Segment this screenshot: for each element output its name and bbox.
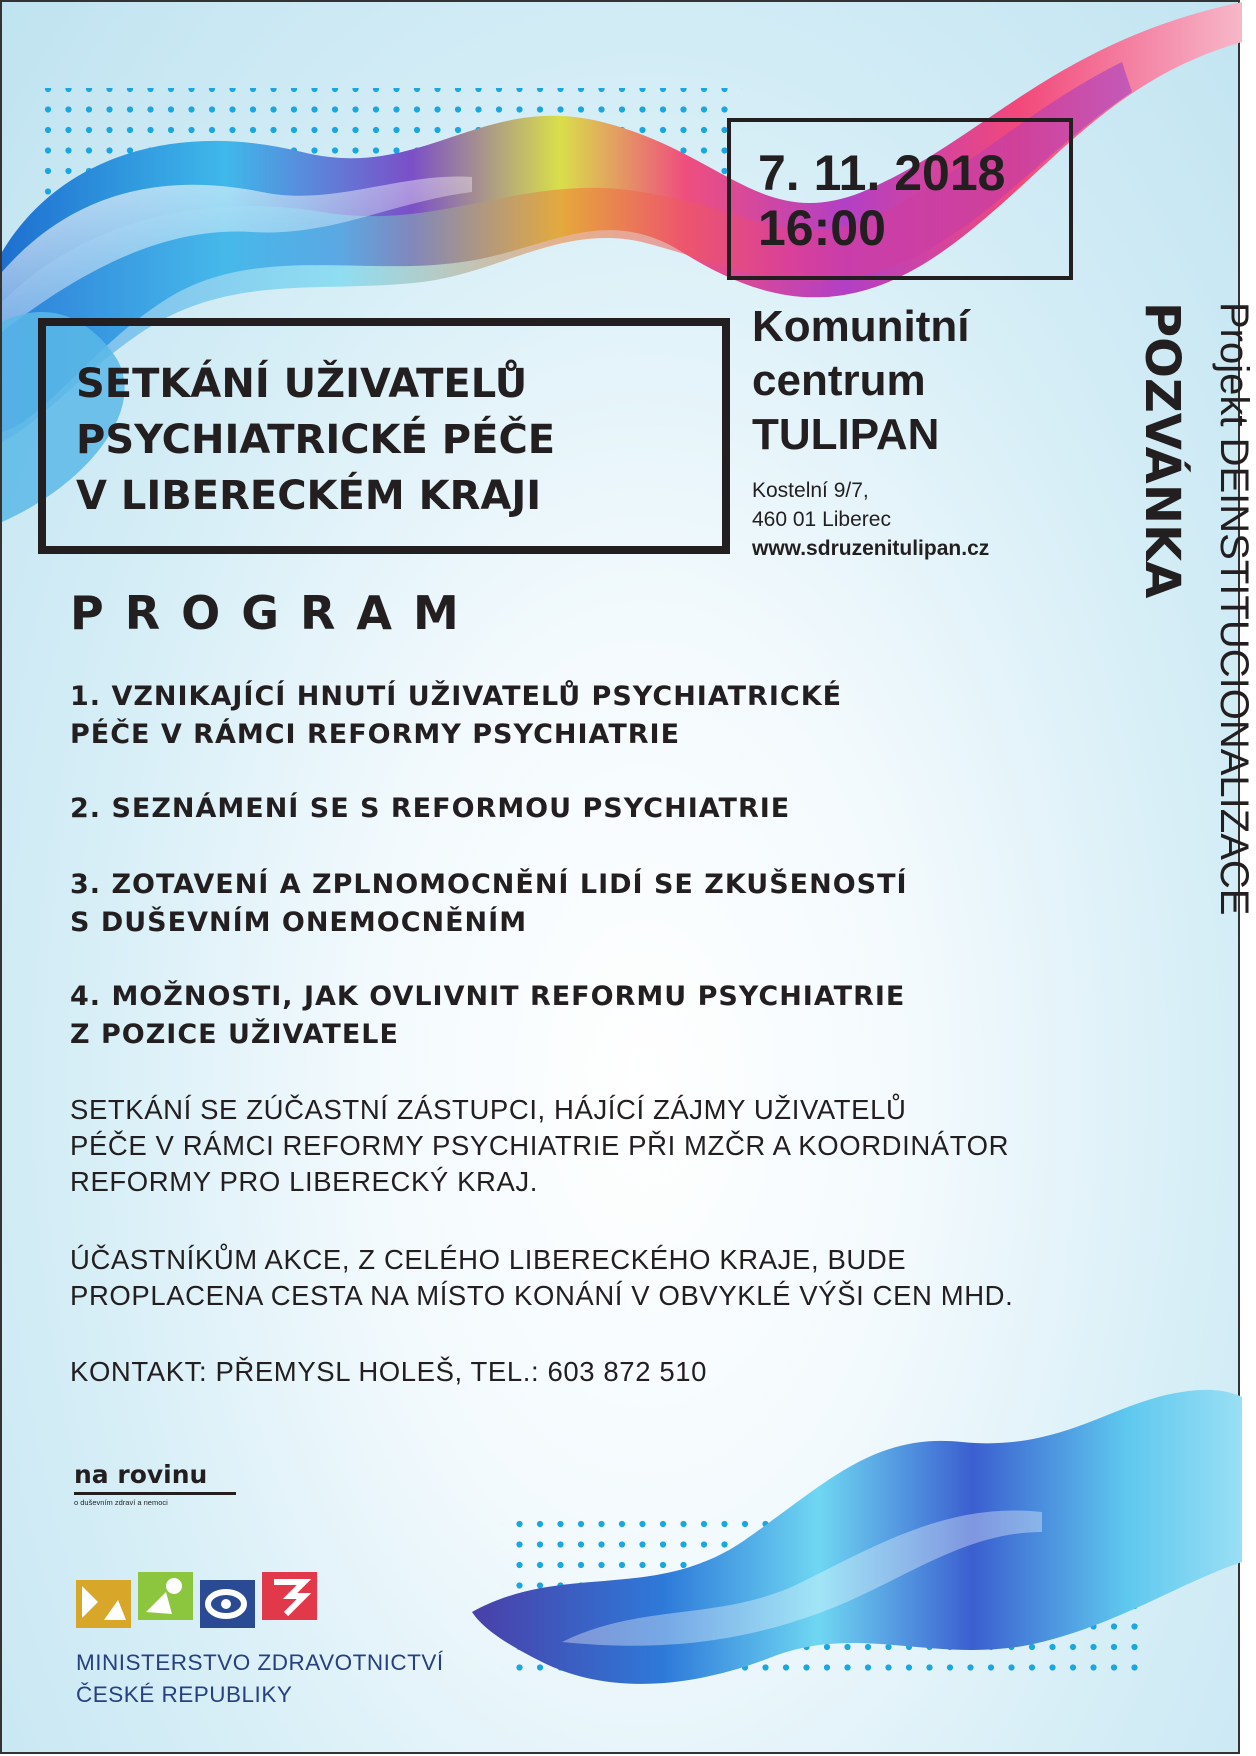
program-item-2 <box>70 790 790 828</box>
address-line-1: Kostelní 9/7, <box>752 479 869 502</box>
program-item-4-line-2: Z POZICE UŽIVATELE <box>70 1019 399 1050</box>
event-date: 7. 11. 2018 <box>758 145 1006 201</box>
title-line-1: SETKÁNÍ UŽIVATELŮ <box>76 361 528 407</box>
title-line-2: PSYCHIATRICKÉ PÉČE <box>76 417 556 463</box>
na-rovinu-wordmark: na rovinu <box>74 1460 208 1489</box>
ministry-name-line-2: ČESKÉ REPUBLIKY <box>76 1682 293 1707</box>
program-heading: PROGRAM <box>70 586 480 640</box>
project-label: Projekt DEINSTITUCIONALIZACE <box>1212 302 1256 916</box>
program-item-3-line-2: S DUŠEVNÍM ONEMOCNĚNÍM <box>70 907 528 938</box>
na-rovinu-tagline: o duševním zdraví a nemoci <box>74 1498 168 1507</box>
event-time: 16:00 <box>758 200 886 256</box>
info-paragraph-2-line-1: ÚČASTNÍKŮM AKCE, Z CELÉHO LIBERECKÉHO KRAJE, BUDE <box>70 1244 907 1275</box>
venue-name <box>752 300 970 462</box>
program-item-1 <box>70 678 842 754</box>
address-line-2: 460 01 Liberec <box>752 508 891 531</box>
event-title-box <box>38 318 730 554</box>
info-paragraph-1 <box>70 1092 1009 1200</box>
ministry-logo-icon <box>76 1572 326 1630</box>
vertical-title <box>1134 302 1190 682</box>
info-paragraph-1-line-1: SETKÁNÍ SE ZÚČASTNÍ ZÁSTUPCI, HÁJÍCÍ ZÁJMY UŽIVATELŮ <box>70 1094 907 1125</box>
program-item-4-line-1: 4. MOŽNOSTI, JAK OVLIVNIT REFORMU PSYCHIATRIE <box>70 981 906 1012</box>
program-item-1-line-1: 1. VZNIKAJÍCÍ HNUTÍ UŽIVATELŮ PSYCHIATRICKÉ <box>70 681 843 712</box>
venue-line-3: TULIPAN <box>752 410 940 459</box>
program-item-1-line-2: PÉČE V RÁMCI REFORMY PSYCHIATRIE <box>70 719 681 750</box>
event-date-box <box>727 118 1073 280</box>
program-item-2-line-1: 2. SEZNÁMENÍ SE S REFORMOU PSYCHIATRIE <box>70 793 791 824</box>
venue-address <box>752 476 989 563</box>
na-rovinu-rule <box>74 1492 236 1495</box>
na-rovinu-logo <box>74 1460 236 1507</box>
info-paragraph-1-line-3: REFORMY PRO LIBERECKÝ KRAJ. <box>70 1166 539 1197</box>
venue-line-1: Komunitní <box>752 302 970 351</box>
program-item-4 <box>70 978 905 1054</box>
contact-line <box>70 1354 707 1390</box>
program-item-3-line-1: 3. ZOTAVENÍ A ZPLNOMOCNĚNÍ LIDÍ SE ZKUŠENOSTÍ <box>70 869 908 900</box>
venue-website-link[interactable]: www.sdruzenitulipan.cz <box>752 537 990 560</box>
info-paragraph-1-line-2: PÉČE V RÁMCI REFORMY PSYCHIATRIE PŘI MZČR A KOORDINÁTOR <box>70 1130 1010 1161</box>
info-paragraph-2-line-2: PROPLACENA CESTA NA MÍSTO KONÁNÍ V OBVYKLÉ VÝŠI CEN MHD. <box>70 1280 1014 1311</box>
venue-line-2: centrum <box>752 356 926 405</box>
contact-text: KONTAKT: PŘEMYSL HOLEŠ, TEL.: 603 872 510 <box>70 1356 708 1387</box>
ministry-name <box>76 1647 444 1711</box>
invitation-label: POZVÁNKA <box>1134 302 1190 599</box>
ministry-name-line-1: MINISTERSTVO ZDRAVOTNICTVÍ <box>76 1650 444 1675</box>
vertical-subtitle <box>1212 302 1256 1092</box>
program-item-3 <box>70 866 908 942</box>
info-paragraph-2 <box>70 1242 1013 1314</box>
title-line-3: V LIBERECKÉM KRAJI <box>76 473 542 519</box>
